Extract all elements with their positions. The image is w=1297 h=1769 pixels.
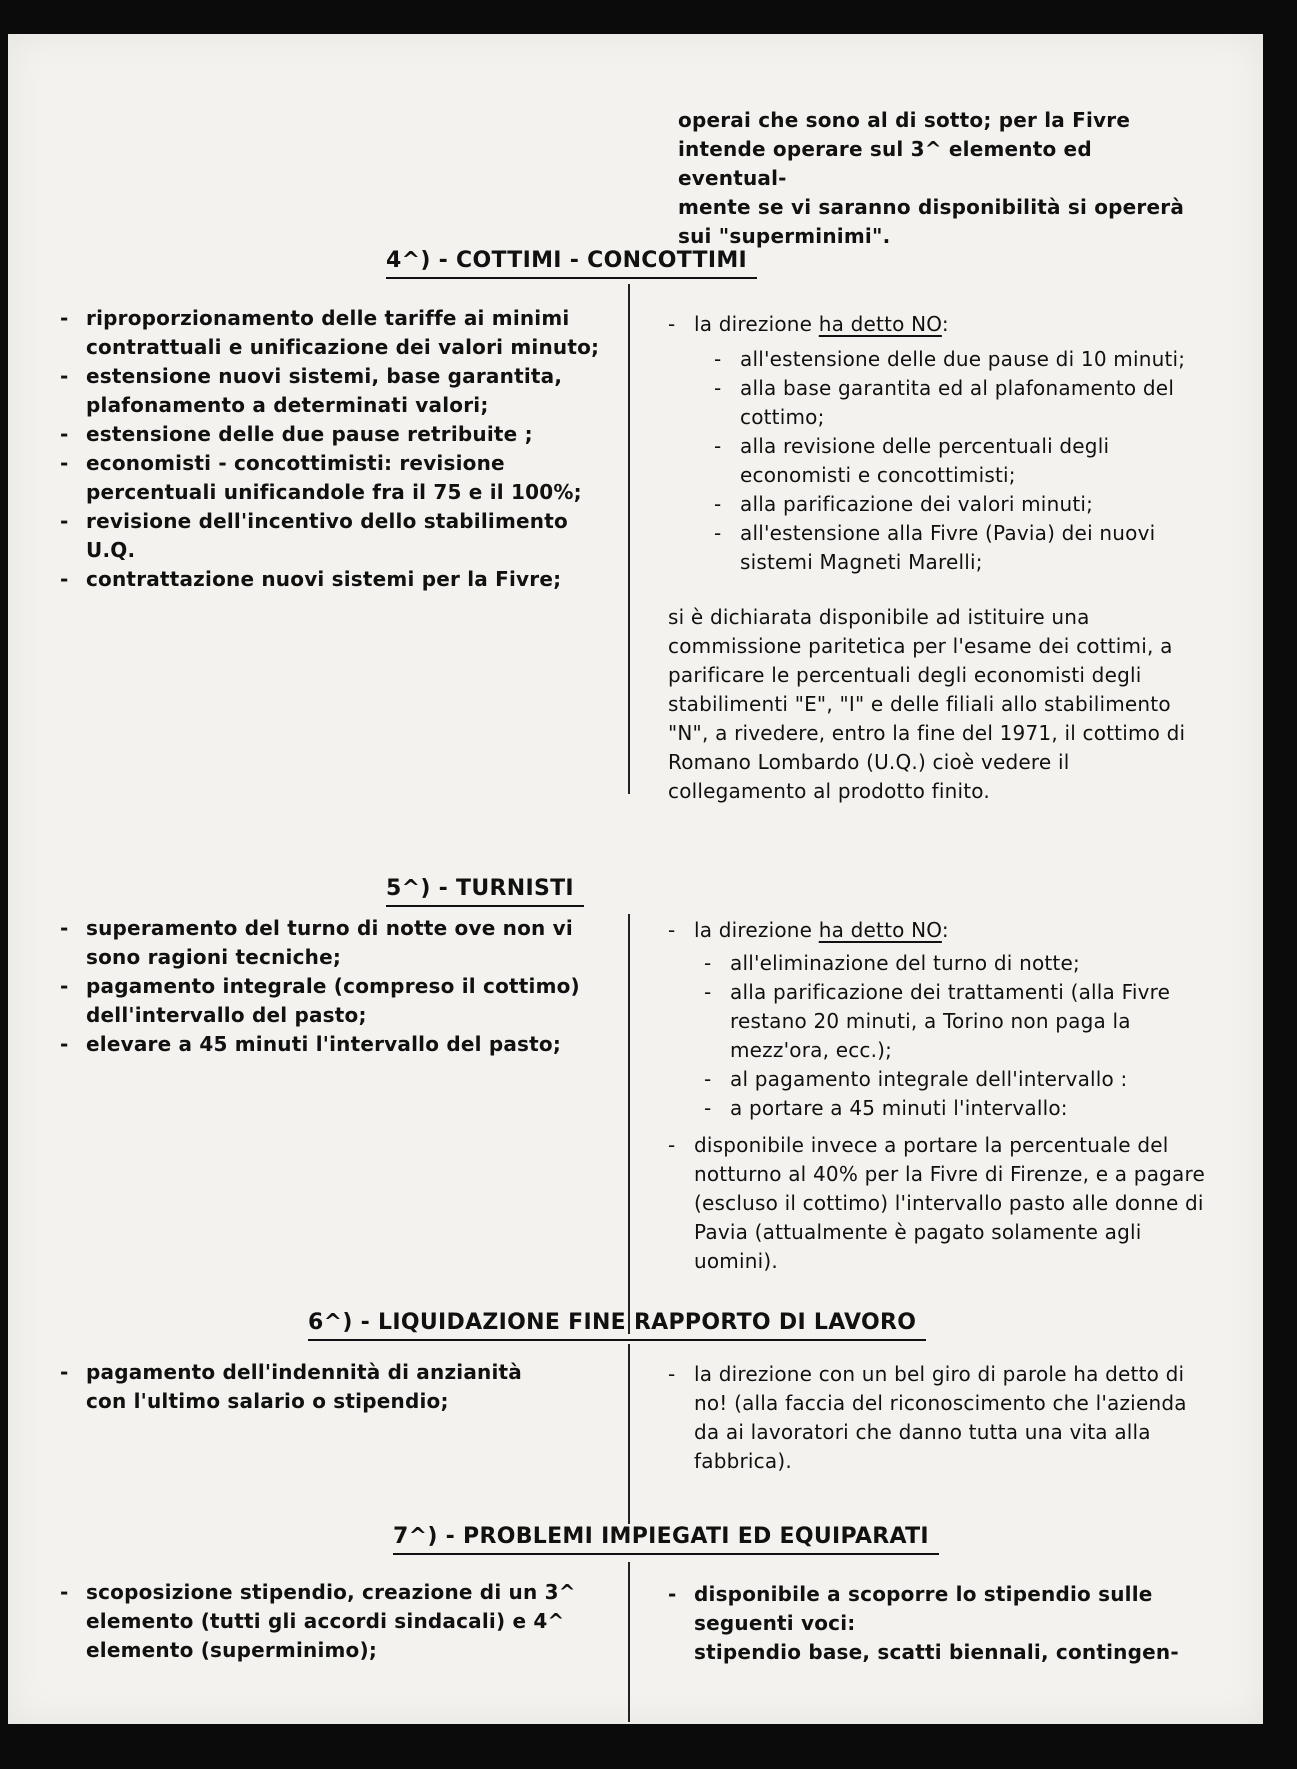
direction-reply: - la direzione ha detto NO: — [668, 312, 949, 336]
header-line: mente se vi saranno disponibilità si opererà — [678, 195, 1185, 219]
response-item: - all'estensione alla Fivre (Pavia) dei nuovi sistemi Magneti Marelli; — [714, 521, 1156, 574]
response-tail: stipendio base, scatti biennali, contingen- — [694, 1640, 1179, 1664]
response-item: - disponibile a scoporre lo stipendio sulle seguenti voci: — [668, 1582, 1153, 1635]
request-item: - pagamento integrale (compreso il cottimo) dell'intervallo del pasto; — [60, 974, 580, 1027]
response-paragraph: si è dichiarata disponibile ad istituire una commissione paritetica per l'esame dei cottimi, a parificare le percentuali degli economisti degli stabilimenti "E", "I" e delle filiali allo stabilimento "N", a rivedere, entro la fine del 1971, il cottimo di Romano Lombardo (U.Q.) cioè vedere il collegamento al prodotto finito. — [668, 605, 1186, 803]
page-header-text — [678, 106, 1198, 251]
section-4-response — [668, 310, 1208, 806]
response-item: - alla parificazione dei trattamenti (alla Fivre restano 20 minuti, a Torino non paga la mezz'ora, ecc.); — [704, 980, 1171, 1062]
response-item: - la direzione con un bel giro di parole ha detto di no! (alla faccia del riconoscimento che l'azienda da ai lavoratori che danno tutta una vita alla fabbrica). — [668, 1362, 1187, 1473]
ha-detto-no: ha detto NO — [818, 918, 942, 942]
request-item: - riproporzionamento delle tariffe ai minimi contrattuali e unificazione dei valori minuto; — [60, 306, 600, 359]
column-divider — [628, 1562, 630, 1722]
section-title-liquidazione: 6^) - LIQUIDAZIONE FINE RAPPORTO DI LAVORO — [308, 1310, 916, 1335]
request-item: - economisti - concottimisti: revisione percentuali unificandole fra il 75 e il 100%; — [60, 451, 582, 504]
section-6-requests — [60, 1358, 560, 1416]
column-divider — [628, 284, 630, 794]
direction-reply: - la direzione ha detto NO: — [668, 918, 949, 942]
ha-detto-no: ha detto NO — [818, 312, 942, 336]
response-item: - al pagamento integrale dell'intervallo : — [704, 1067, 1128, 1091]
section-4-requests — [60, 304, 605, 594]
request-item: - scoposizione stipendio, creazione di un 3^ elemento (tutti gli accordi sindacali) e 4^ elemento (superminimo); — [60, 1580, 576, 1662]
header-line: sui "superminimi". — [678, 224, 891, 248]
response-item: - all'eliminazione del turno di notte; — [704, 951, 1080, 975]
section-title-impiegati: 7^) - PROBLEMI IMPIEGATI ED EQUIPARATI — [393, 1524, 929, 1549]
request-item: - estensione delle due pause retribuite ; — [60, 422, 533, 446]
request-item: - revisione dell'incentivo dello stabilimento U.Q. — [60, 509, 568, 562]
section-6-response — [668, 1360, 1198, 1476]
request-item: - estensione nuovi sistemi, base garantita, plafonamento a determinati valori; — [60, 364, 563, 417]
document-page — [8, 34, 1263, 1724]
response-extra: - disponibile invece a portare la percentuale del notturno al 40% per la Fivre di Firenze, e a pagare (escluso il cottimo) l'intervallo pasto alle donne di Pavia (attualmente è pagato solamente agli uomini). — [668, 1133, 1205, 1273]
request-item: - elevare a 45 minuti l'intervallo del pasto; — [60, 1032, 562, 1056]
section-7-requests — [60, 1578, 605, 1665]
section-title-turnisti: 5^) - TURNISTI — [386, 876, 574, 901]
header-line: operai che sono al di sotto; per la Fivre — [678, 108, 1131, 132]
section-5-requests — [60, 914, 605, 1059]
section-title-cottimi: 4^) - COTTIMI - CONCOTTIMI — [386, 248, 747, 273]
request-item: - superamento del turno di notte ove non vi sono ragioni tecniche; — [60, 916, 573, 969]
column-divider — [628, 1344, 630, 1524]
section-7-response — [668, 1580, 1208, 1667]
response-item: - alla parificazione dei valori minuti; — [714, 492, 1094, 516]
response-item: - alla base garantita ed al plafonamento del cottimo; — [714, 376, 1175, 429]
section-5-response — [668, 916, 1208, 1276]
request-item: - pagamento dell'indennità di anzianità con l'ultimo salario o stipendio; — [60, 1360, 522, 1413]
response-item: - alla revisione delle percentuali degli economisti e concottimisti; — [714, 434, 1110, 487]
response-item: - all'estensione delle due pause di 10 minuti; — [714, 347, 1186, 371]
request-item: - contrattazione nuovi sistemi per la Fivre; — [60, 567, 562, 591]
column-divider — [628, 914, 630, 1334]
header-line: intende operare sul 3^ elemento ed eventual- — [678, 137, 1092, 190]
response-item: - a portare a 45 minuti l'intervallo: — [704, 1096, 1068, 1120]
